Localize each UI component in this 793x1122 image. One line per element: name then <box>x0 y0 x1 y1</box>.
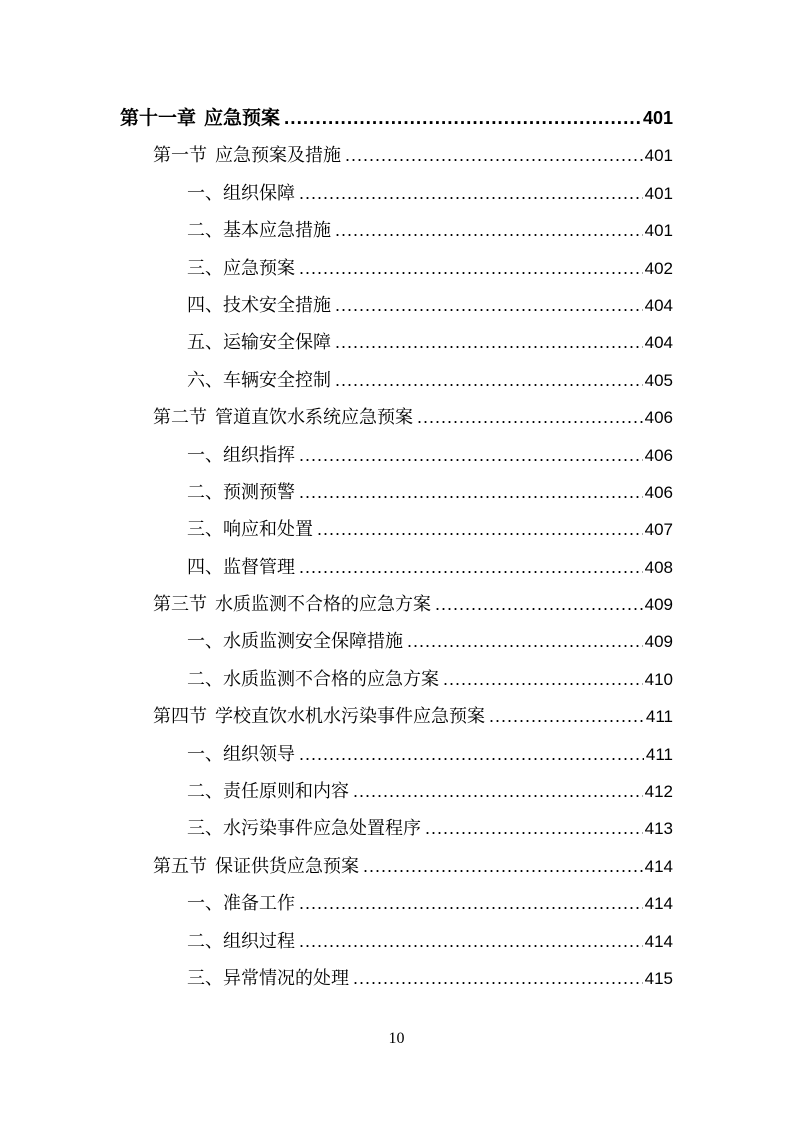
toc-section-entry[interactable] <box>0 848 793 885</box>
toc-entry-page: 406 <box>644 482 673 502</box>
toc-dot-leader <box>299 437 643 474</box>
toc-entry-text: 水污染事件应急处置程序 <box>223 818 421 840</box>
toc-entry-text: 管道直饮水系统应急预案 <box>215 407 413 429</box>
toc-subsection-entry[interactable] <box>0 250 793 287</box>
toc-entry-page: 401 <box>642 108 673 128</box>
toc-entry-title <box>187 287 331 324</box>
toc-entry-page: 414 <box>644 856 673 876</box>
toc-dot-leader <box>335 212 643 249</box>
toc-subsection-entry[interactable] <box>0 362 793 399</box>
toc-entry-page: 412 <box>644 782 673 802</box>
toc-dot-leader <box>335 324 643 361</box>
toc-dot-leader <box>299 175 643 212</box>
toc-entry-page: 407 <box>644 520 673 540</box>
toc-entry-title <box>187 549 295 586</box>
toc-dot-leader <box>299 885 643 922</box>
toc-entry-prefix: 三、 <box>187 519 223 541</box>
toc-entry-prefix: 一、 <box>187 743 223 765</box>
toc-section-entry[interactable] <box>0 586 793 623</box>
toc-entry-prefix: 四、 <box>187 556 223 578</box>
toc-entry-title <box>120 100 280 137</box>
toc-dot-leader <box>489 698 644 735</box>
toc-dot-leader <box>335 362 643 399</box>
toc-entry-prefix: 第五节 <box>153 855 207 877</box>
toc-entry-text: 组织领导 <box>223 743 295 765</box>
toc-entry-text: 组织保障 <box>223 182 295 204</box>
toc-entry-page: 404 <box>644 333 673 353</box>
toc-dot-leader <box>417 399 643 436</box>
toc-entry-title <box>187 212 331 249</box>
toc-dot-leader <box>353 960 643 997</box>
toc-entry-prefix: 一、 <box>187 182 223 204</box>
toc-chapter-entry[interactable] <box>0 100 793 137</box>
toc-entry-text: 监督管理 <box>223 556 295 578</box>
toc-entry-page: 409 <box>644 595 673 615</box>
toc-subsection-entry[interactable] <box>0 212 793 249</box>
toc-entry-page: 406 <box>644 408 673 428</box>
toc-dot-leader <box>299 549 643 586</box>
toc-entry-text: 运输安全保障 <box>223 332 331 354</box>
toc-dot-leader <box>345 137 643 174</box>
toc-entry-title <box>187 736 295 773</box>
toc-entry-title <box>153 399 413 436</box>
toc-entry-page: 415 <box>644 968 673 988</box>
toc-entry-text: 技术安全措施 <box>223 294 331 316</box>
toc-entry-title <box>187 960 349 997</box>
toc-entry-text: 准备工作 <box>223 893 295 915</box>
toc-entry-prefix: 第三节 <box>153 594 207 616</box>
toc-entry-title <box>153 586 431 623</box>
toc-entry-prefix: 五、 <box>187 332 223 354</box>
toc-entry-page: 406 <box>644 445 673 465</box>
toc-section-entry[interactable] <box>0 698 793 735</box>
toc-entry-page: 408 <box>644 557 673 577</box>
toc-entry-title <box>187 324 331 361</box>
toc-dot-leader <box>353 773 643 810</box>
toc-entry-title <box>187 511 313 548</box>
toc-entry-title <box>187 923 295 960</box>
toc-entry-text: 车辆安全控制 <box>223 369 331 391</box>
toc-entry-prefix: 第四节 <box>153 706 207 728</box>
toc-subsection-entry[interactable] <box>0 437 793 474</box>
toc-entry-title <box>187 885 295 922</box>
toc-dot-leader <box>407 623 643 660</box>
toc-dot-leader <box>443 661 643 698</box>
toc-entry-title <box>187 810 421 847</box>
toc-dot-leader <box>317 511 643 548</box>
toc-entry-text: 应急预案 <box>223 257 295 279</box>
toc-entry-page: 411 <box>645 707 673 727</box>
toc-entry-page: 411 <box>645 744 673 764</box>
toc-entry-page: 414 <box>644 894 673 914</box>
toc-subsection-entry[interactable] <box>0 549 793 586</box>
toc-entry-text: 组织过程 <box>223 930 295 952</box>
toc-subsection-entry[interactable] <box>0 474 793 511</box>
toc-dot-leader <box>299 250 643 287</box>
toc-entry-text: 应急预案 <box>204 107 281 129</box>
toc-subsection-entry[interactable] <box>0 923 793 960</box>
toc-subsection-entry[interactable] <box>0 736 793 773</box>
toc-subsection-entry[interactable] <box>0 287 793 324</box>
toc-dot-leader <box>363 848 643 885</box>
toc-entry-text: 基本应急措施 <box>223 220 331 242</box>
toc-entry-title <box>187 773 349 810</box>
toc-entry-prefix: 第一节 <box>153 145 207 167</box>
toc-entry-prefix: 三、 <box>187 967 223 989</box>
toc-subsection-entry[interactable] <box>0 773 793 810</box>
toc-entry-prefix: 六、 <box>187 369 223 391</box>
toc-entry-page: 413 <box>644 819 673 839</box>
toc-dot-leader <box>335 287 643 324</box>
table-of-contents <box>0 100 793 997</box>
toc-dot-leader <box>284 100 641 137</box>
toc-entry-prefix: 四、 <box>187 294 223 316</box>
toc-entry-prefix: 二、 <box>187 220 223 242</box>
toc-subsection-entry[interactable] <box>0 960 793 997</box>
toc-entry-page: 401 <box>644 221 673 241</box>
toc-entry-text: 水质监测不合格的应急方案 <box>215 594 431 616</box>
toc-entry-prefix: 一、 <box>187 444 223 466</box>
toc-section-entry[interactable] <box>0 399 793 436</box>
toc-entry-title <box>153 848 359 885</box>
toc-entry-text: 组织指挥 <box>223 444 295 466</box>
toc-entry-prefix: 二、 <box>187 781 223 803</box>
toc-entry-text: 学校直饮水机水污染事件应急预案 <box>215 706 485 728</box>
toc-entry-text: 应急预案及措施 <box>215 145 341 167</box>
toc-dot-leader <box>299 736 644 773</box>
toc-subsection-entry[interactable] <box>0 661 793 698</box>
toc-entry-title <box>187 437 295 474</box>
toc-entry-prefix: 二、 <box>187 668 223 690</box>
toc-dot-leader <box>425 810 643 847</box>
toc-subsection-entry[interactable] <box>0 324 793 361</box>
toc-entry-prefix: 第二节 <box>153 407 207 429</box>
toc-entry-page: 414 <box>644 931 673 951</box>
toc-entry-title <box>187 175 295 212</box>
toc-entry-text: 水质监测不合格的应急方案 <box>223 668 439 690</box>
toc-subsection-entry[interactable] <box>0 175 793 212</box>
toc-entry-prefix: 三、 <box>187 257 223 279</box>
toc-entry-title <box>153 137 341 174</box>
toc-entry-title <box>187 474 295 511</box>
toc-entry-prefix: 第十一章 <box>120 107 197 129</box>
toc-entry-text: 保证供货应急预案 <box>215 855 359 877</box>
toc-entry-page: 409 <box>644 632 673 652</box>
toc-section-entry[interactable] <box>0 137 793 174</box>
toc-entry-text: 水质监测安全保障措施 <box>223 631 403 653</box>
toc-entry-prefix: 一、 <box>187 631 223 653</box>
toc-entry-text: 预测预警 <box>223 481 295 503</box>
toc-entry-prefix: 二、 <box>187 930 223 952</box>
toc-entry-prefix: 二、 <box>187 481 223 503</box>
toc-entry-text: 责任原则和内容 <box>223 781 349 803</box>
toc-dot-leader <box>299 923 643 960</box>
toc-dot-leader <box>435 586 643 623</box>
toc-entry-text: 异常情况的处理 <box>223 967 349 989</box>
toc-entry-page: 401 <box>644 183 673 203</box>
toc-entry-title <box>187 250 295 287</box>
toc-entry-page: 401 <box>644 146 673 166</box>
toc-subsection-entry[interactable] <box>0 810 793 847</box>
toc-entry-title <box>187 661 439 698</box>
toc-entry-page: 402 <box>644 258 673 278</box>
toc-entry-title <box>187 362 331 399</box>
toc-subsection-entry[interactable] <box>0 623 793 660</box>
toc-entry-page: 404 <box>644 295 673 315</box>
page-number: 10 <box>388 1030 405 1047</box>
toc-dot-leader <box>299 474 643 511</box>
toc-entry-title <box>187 623 403 660</box>
toc-entry-prefix: 三、 <box>187 818 223 840</box>
toc-entry-page: 405 <box>644 370 673 390</box>
toc-entry-prefix: 一、 <box>187 893 223 915</box>
toc-entry-text: 响应和处置 <box>223 519 313 541</box>
toc-subsection-entry[interactable] <box>0 885 793 922</box>
toc-subsection-entry[interactable] <box>0 511 793 548</box>
toc-entry-title <box>153 698 485 735</box>
toc-entry-page: 410 <box>644 669 673 689</box>
